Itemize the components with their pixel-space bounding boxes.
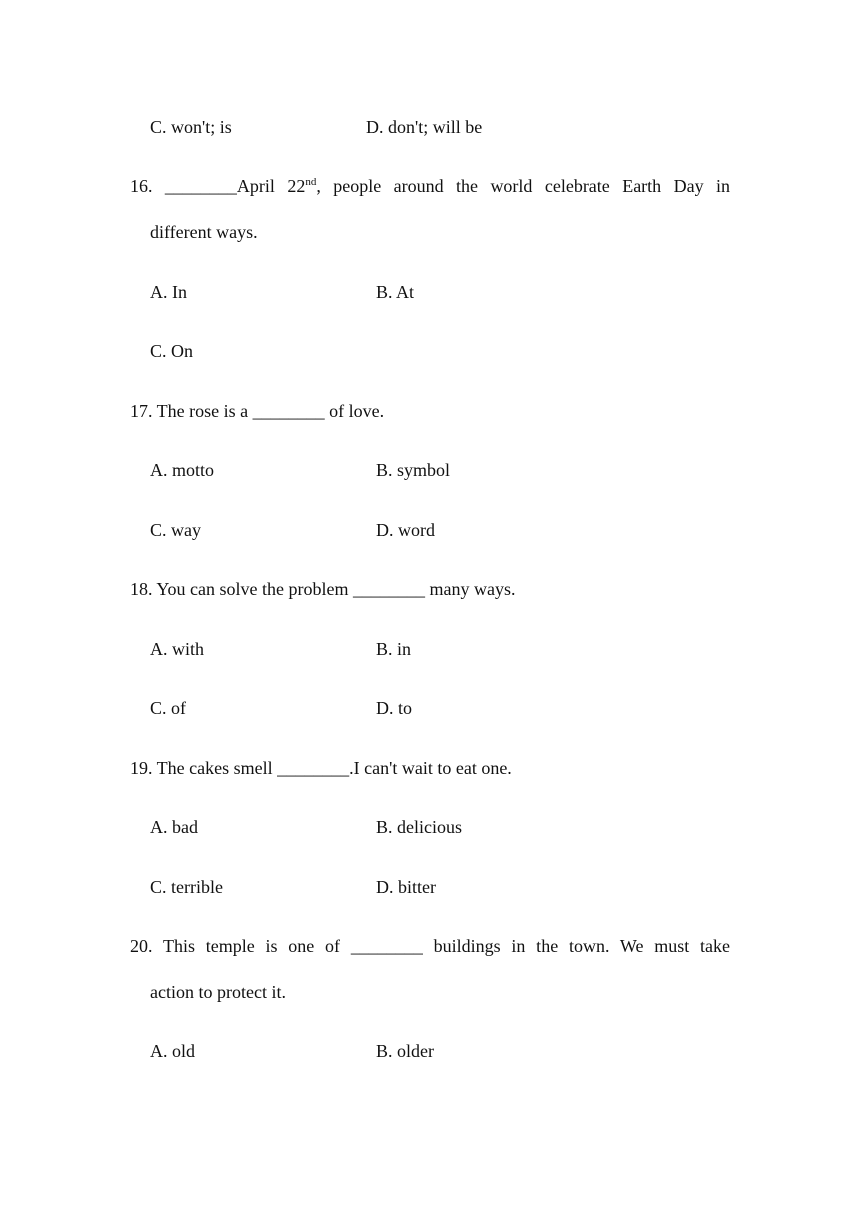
q16-stem-superscript: nd xyxy=(305,176,317,188)
q18-option-b: B. in xyxy=(376,639,412,659)
q16-option-a: A. In xyxy=(150,282,187,302)
q16-stem-line2: different ways. xyxy=(150,222,258,242)
q20-stem-line2: action to protect it. xyxy=(150,982,286,1002)
q18-option-a: A. with xyxy=(150,639,204,659)
q17-stem: 17. The rose is a ________ of love. xyxy=(130,401,385,421)
q20-stem: 20. This temple is one of ________ buildings in the town. We must take xyxy=(130,936,730,956)
q20-option-b: B. older xyxy=(376,1041,434,1061)
q17-option-a: A. motto xyxy=(150,460,215,480)
q19-option-a: A. bad xyxy=(150,817,198,837)
q19-option-b: B. delicious xyxy=(376,817,462,837)
q16-option-c: C. On xyxy=(150,341,194,361)
q16-stem-after: , people around the world celebrate Earth Day in xyxy=(316,176,730,196)
q20-option-a: A. old xyxy=(150,1041,195,1061)
q16-stem xyxy=(130,174,730,198)
q19-stem: 19. The cakes smell ________.I can't wait to eat one. xyxy=(130,758,512,778)
q15-option-c: C. won't; is xyxy=(150,117,232,137)
q19-option-c: C. terrible xyxy=(150,877,223,897)
q18-stem: 18. You can solve the problem ________ many ways. xyxy=(130,579,516,599)
q17-option-c: C. way xyxy=(150,520,201,540)
q18-option-d: D. to xyxy=(376,698,412,718)
q17-option-d: D. word xyxy=(376,520,435,540)
q16-stem-before: 16. ________April 22 xyxy=(130,176,306,196)
q16-option-b: B. At xyxy=(376,282,415,302)
q18-option-c: C. of xyxy=(150,698,186,718)
q15-option-d: D. don't; will be xyxy=(366,117,483,137)
q17-option-b: B. symbol xyxy=(376,460,451,480)
q19-option-d: D. bitter xyxy=(376,877,436,897)
